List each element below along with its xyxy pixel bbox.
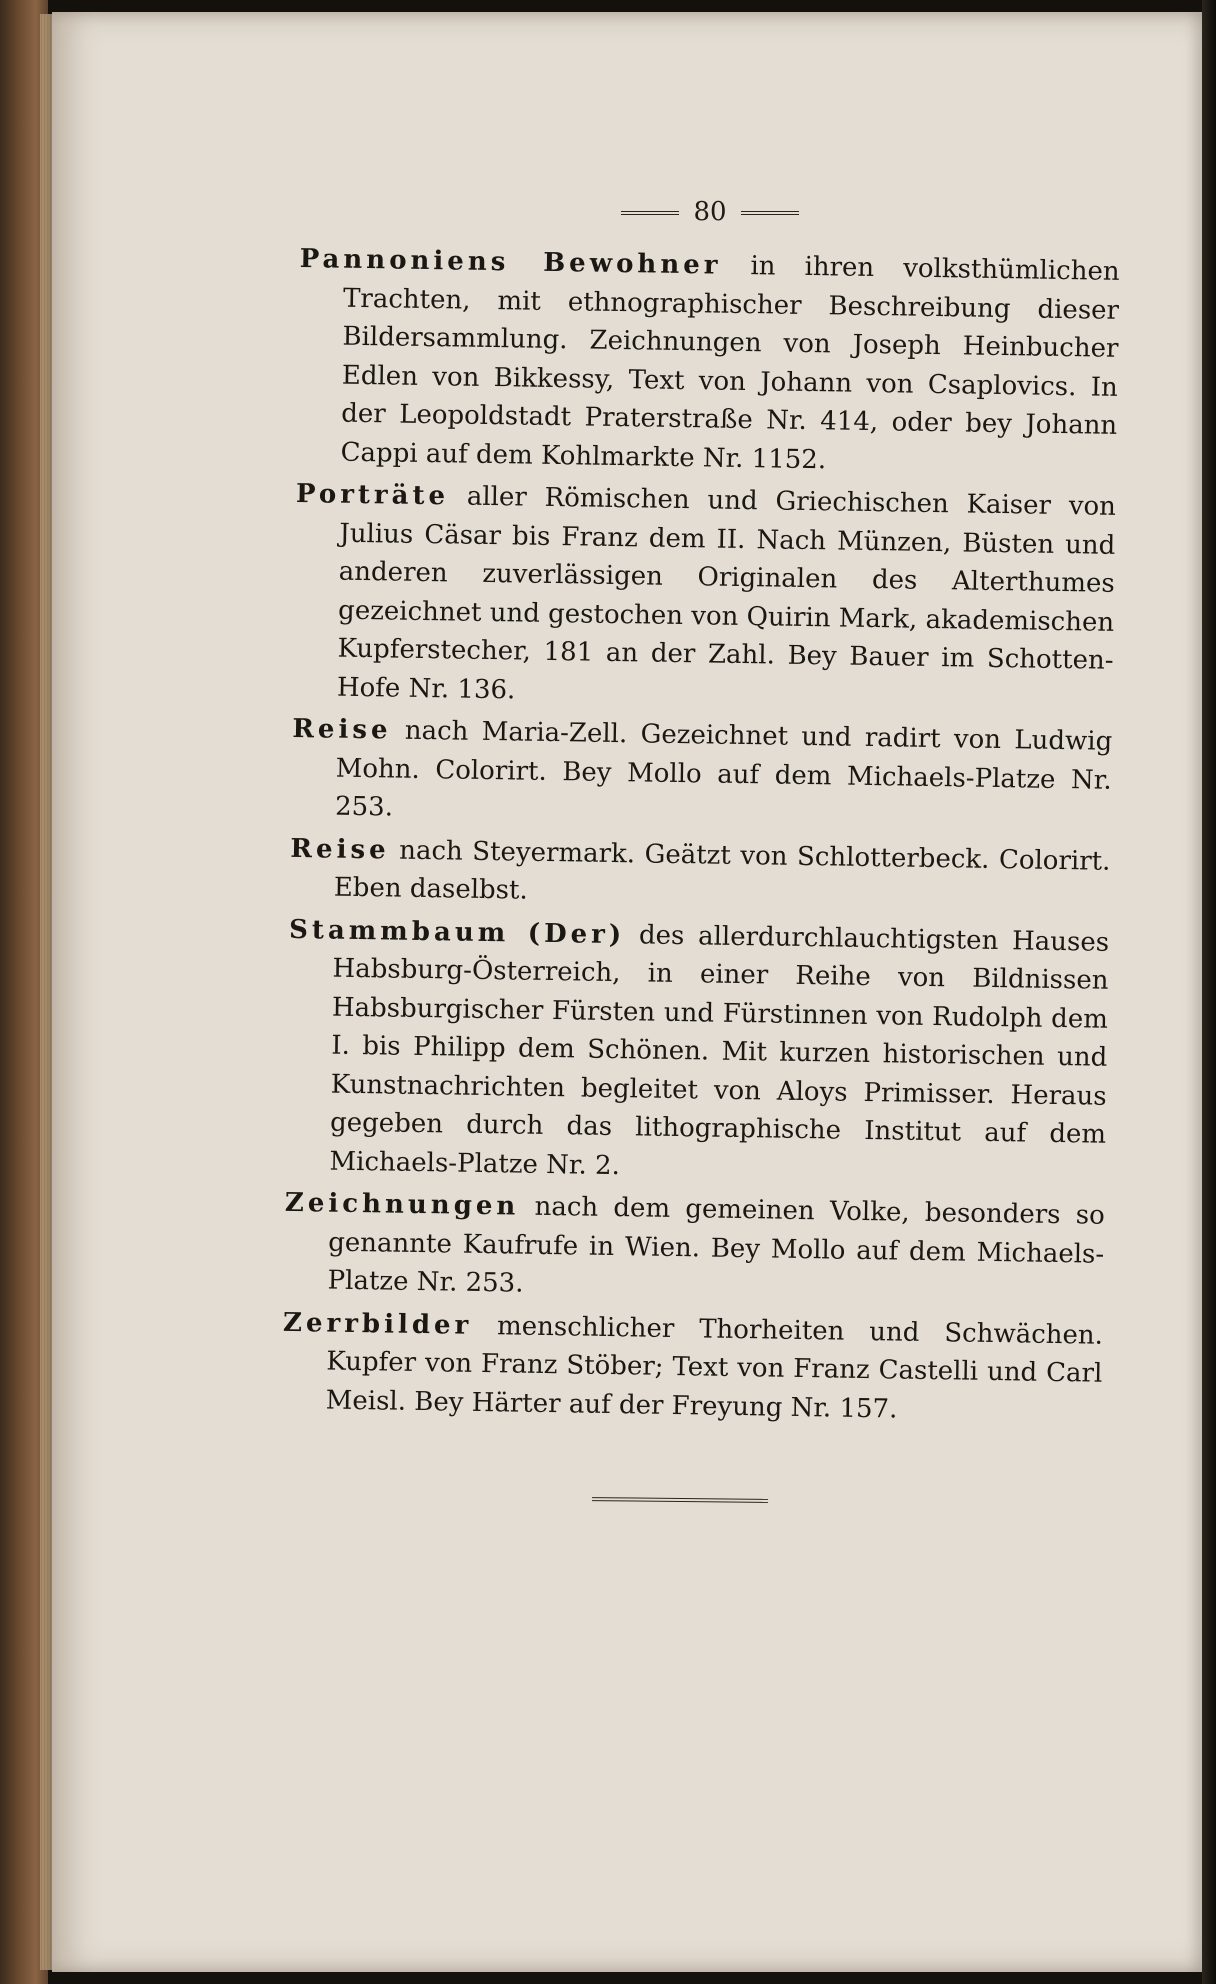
page-number: 80 (693, 197, 727, 227)
right-book-edge (1202, 0, 1216, 1984)
page-header (560, 192, 860, 232)
catalog-entry (290, 829, 1111, 919)
entry-text: nach Steyermark. Geätzt von Schlotterbeck. Colorirt. Eben daselbst. (333, 835, 1111, 906)
entry-lead: Pannoniens Bewohner (299, 243, 722, 281)
entry-lead: Stammbaum (Der) (288, 914, 626, 950)
entry-lead: Reise (290, 833, 390, 865)
entry-text: nach Maria-Zell. Gezeichnet und radirt von Ludwig Mohn. Colorirt. Bey Mollo auf dem Michaels-Platze Nr. 253. (334, 715, 1113, 823)
entry-text: des allerdurchlauchtigsten Hauses Habsburg-Österreich, in einer Reihe von Bildnissen Habsburgischer Fürsten und Fürstinnen von Rudolph dem I. bis Philipp dem Schönen. Mit kurzen historischen und Kunstnachrichten begleitet von Aloys Primisser. Heraus gegeben durch das lithographische Institut auf dem Michaels-Platze Nr. 2. (329, 919, 1110, 1181)
catalog-entry (285, 910, 1109, 1192)
catalog-entry (281, 1303, 1103, 1431)
catalog-text (281, 240, 1119, 1436)
catalog-entry (291, 710, 1113, 838)
entry-text: aller Römischen und Griechischen Kaiser von Julius Cäsar bis Franz dem II. Nach Münzen, Büsten und anderen zuverlässigen Originalen des Alterthumes gezeichnet und gestochen von Quirin Mark, akademischen Kupferstecher, 181 an der Zahl. Bey Bauer im Schotten-Hofe Nr. 136. (336, 481, 1117, 705)
entry-lead: Zeichnungen (284, 1187, 520, 1222)
entry-text: in ihren volksthümlichen Trachten, mit ethnographischer Beschreibung dieser Bildersammlung. Zeichnungen von Joseph Heinbucher Edlen von Bikkessy, Text von Johann von Csaplovics. In der Leopoldstadt Praterstraße Nr. 414, oder bey Johann Cappi auf dem Kohlmarkte Nr. 1152. (340, 251, 1120, 475)
catalog-entry (296, 240, 1120, 484)
entry-text: menschlicher Thorheiten und Schwächen. Kupfer von Franz Stöber; Text von Franz Castelli und Carl Meisl. Bey Härter auf der Freyung Nr. 157. (325, 1310, 1104, 1425)
catalog-entry (293, 475, 1117, 719)
catalog-entry (283, 1184, 1105, 1312)
entry-lead: Porträte (295, 478, 450, 512)
entry-text: nach dem gemeinen Volke, besonders so genannte Kaufrufe in Wien. Bey Mollo auf dem Michaels-Platze Nr. 253. (327, 1191, 1106, 1299)
entry-lead: Reise (292, 713, 392, 746)
footer-ornament (592, 1497, 768, 1513)
header-ornament-left (621, 211, 679, 215)
header-ornament-right (741, 211, 799, 215)
entry-lead: Zerrbilder (282, 1307, 473, 1341)
